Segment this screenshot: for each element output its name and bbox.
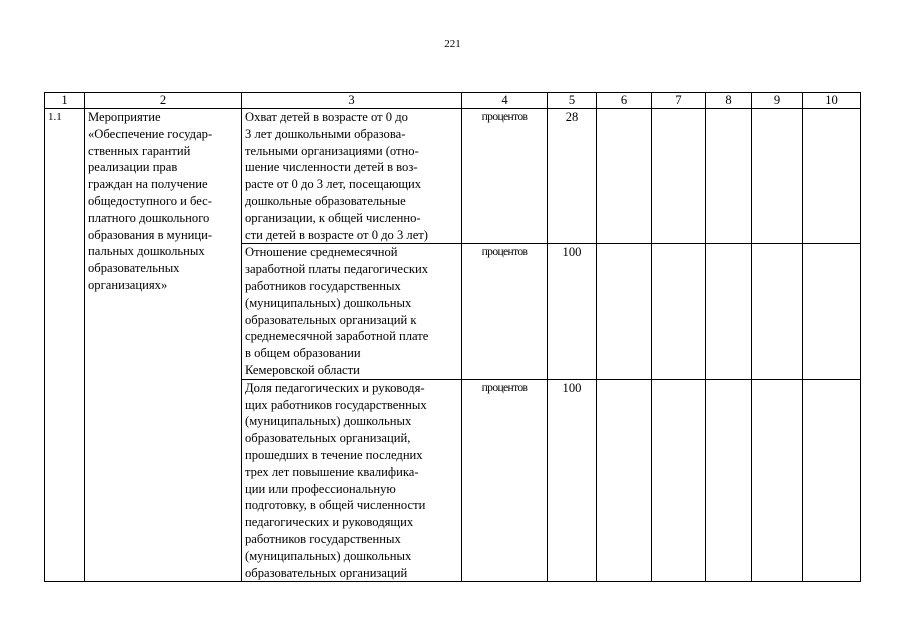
event-line: граждан на получение	[88, 177, 208, 192]
header-cell-4: 4	[462, 93, 548, 109]
indicator-line: ции или профессиональную	[245, 481, 396, 496]
indicator-line: работников государственных	[245, 278, 401, 293]
indicator-line: 3 лет дошкольными образова-	[245, 126, 406, 141]
value-cell: 28	[548, 109, 597, 244]
value-cell: 100	[548, 379, 597, 582]
indicator-line: работников государственных	[245, 531, 401, 546]
indicator-name-cell	[242, 244, 462, 379]
event-line: «Обеспечение государ-	[88, 126, 213, 141]
unit-cell: процентов	[462, 379, 548, 582]
indicator-name-cell	[242, 109, 462, 244]
empty-cell-7	[652, 379, 706, 582]
indicator-line: тельными организациями (отно-	[245, 143, 419, 158]
event-line: образования в муници-	[88, 227, 213, 242]
empty-cell-8	[706, 109, 752, 244]
event-line: реализации прав	[88, 160, 178, 175]
empty-cell-6	[597, 379, 652, 582]
indicator-line: (муниципальных) дошкольных	[245, 295, 412, 310]
indicator-line: расте от 0 до 3 лет, посещающих	[245, 177, 422, 192]
page-number: 221	[444, 38, 461, 50]
value-cell: 100	[548, 244, 597, 379]
empty-cell-9	[752, 109, 803, 244]
indicator-table	[44, 92, 861, 582]
unit-cell: процентов	[462, 109, 548, 244]
indicator-line: Охват детей в возрасте от 0 до	[245, 110, 408, 124]
event-line: образовательных	[88, 261, 180, 276]
empty-cell-9	[752, 244, 803, 379]
indicator-line: щих работников государственных	[245, 397, 427, 412]
indicator-line: образовательных организаций к	[245, 312, 417, 327]
header-cell-5: 5	[548, 93, 597, 109]
indicator-line: заработной платы педагогических	[245, 262, 429, 277]
indicator-line: (муниципальных) дошкольных	[245, 548, 412, 563]
empty-cell-10	[803, 244, 861, 379]
header-cell-10: 10	[803, 93, 861, 109]
empty-cell-7	[652, 109, 706, 244]
indicator-line: Отношение среднемесячной	[245, 245, 398, 260]
empty-cell-6	[597, 244, 652, 379]
table-row	[45, 109, 861, 244]
row-number: 1.1	[48, 111, 62, 123]
indicator-line: прошедших в течение последних	[245, 447, 423, 462]
indicator-line: педагогических и руководящих	[245, 515, 414, 530]
header-cell-1: 1	[45, 93, 85, 109]
indicator-name-cell	[242, 379, 462, 582]
event-line: ственных гарантий	[88, 143, 191, 158]
indicator-line: сти детей в возрасте от 0 до 3 лет)	[245, 227, 429, 242]
event-line: общедоступного и бес-	[88, 193, 212, 208]
header-cell-7: 7	[652, 93, 706, 109]
header-cell-6: 6	[597, 93, 652, 109]
event-line: Мероприятие	[88, 110, 161, 124]
unit-cell: процентов	[462, 244, 548, 379]
indicator-line: дошкольные образовательные	[245, 193, 406, 208]
header-cell-9: 9	[752, 93, 803, 109]
indicator-line: образовательных организаций,	[245, 431, 411, 446]
row-number-cell	[45, 109, 85, 582]
indicator-line: подготовку, в общей численности	[245, 498, 426, 513]
empty-cell-9	[752, 379, 803, 582]
indicator-line: (муниципальных) дошкольных	[245, 414, 412, 429]
indicator-line: организации, к общей численно-	[245, 210, 421, 225]
header-cell-8: 8	[706, 93, 752, 109]
event-cell	[85, 109, 242, 582]
indicator-line: среднемесячной заработной плате	[245, 329, 429, 344]
indicator-line: шение численности детей в воз-	[245, 160, 418, 175]
empty-cell-7	[652, 244, 706, 379]
empty-cell-10	[803, 379, 861, 582]
header-cell-2: 2	[85, 93, 242, 109]
event-line: пальных дошкольных	[88, 244, 205, 259]
indicator-line: Кемеровской области	[245, 362, 360, 377]
indicator-line: трех лет повышение квалифика-	[245, 464, 419, 479]
empty-cell-8	[706, 379, 752, 582]
empty-cell-6	[597, 109, 652, 244]
indicator-line: образовательных организаций	[245, 565, 408, 580]
event-line: платного дошкольного	[88, 210, 210, 225]
indicator-line: в общем образовании	[245, 346, 361, 361]
header-row	[45, 93, 861, 109]
event-line: организациях»	[88, 277, 168, 292]
header-cell-3: 3	[242, 93, 462, 109]
empty-cell-8	[706, 244, 752, 379]
indicator-line: Доля педагогических и руководя-	[245, 380, 425, 395]
empty-cell-10	[803, 109, 861, 244]
